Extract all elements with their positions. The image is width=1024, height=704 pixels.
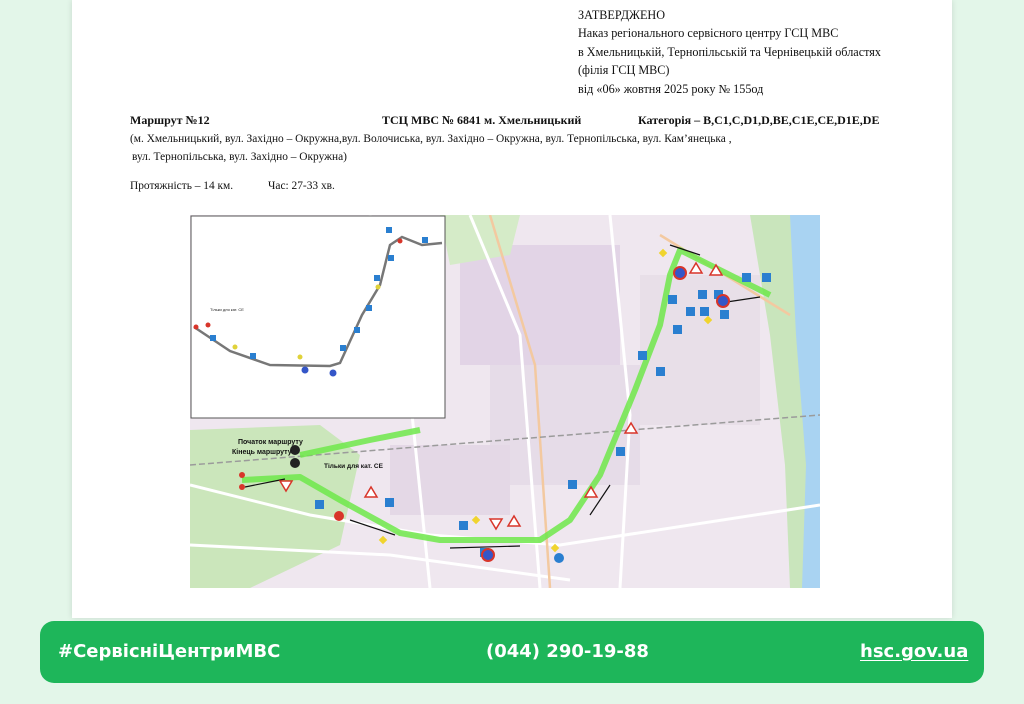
map-graphic — [190, 215, 820, 588]
service-center: ТСЦ МВС № 6841 м. Хмельницький — [382, 113, 582, 127]
footer-phone[interactable]: (044) 290-19-88 — [486, 641, 649, 662]
document-page — [72, 0, 952, 618]
approval-date: від «06» жовтня 2025 року № 155од — [578, 81, 764, 96]
route-number: Маршрут №12 — [130, 113, 210, 127]
route-time: Час: 27-33 хв. — [268, 180, 335, 192]
approval-branch: (філія ГСЦ МВС) — [578, 63, 670, 78]
footer-website-link[interactable]: hsc.gov.ua — [860, 641, 969, 662]
start-label: Початок маршруту — [238, 439, 303, 446]
approval-regions: в Хмельницькій, Тернопільській та Чернівецькій областях — [578, 44, 881, 59]
approval-title: ЗАТВЕРДЖЕНО — [578, 8, 665, 22]
license-category: Категорія – B,C1,C,D1,D,BE,C1E,CE,D1E,DE — [638, 113, 880, 127]
footer-hashtag[interactable]: #СервісніЦентриМВС — [58, 641, 281, 662]
route-streets — [130, 130, 732, 166]
inset-ce-note: Тільки для кат. CE — [210, 307, 244, 312]
end-label: Кінець маршруту — [232, 449, 292, 456]
ce-only-label: Тільки для кат. CE — [324, 463, 383, 470]
approval-block — [578, 6, 938, 98]
streets-line-1: (м. Хмельницький, вул. Західно – Окружна,вул. Волочиська, вул. Західно – Окружна, вул. Тернопільська, вул. Кам’янецька , — [130, 133, 732, 145]
route-map — [190, 215, 820, 588]
route-length: Протяжність – 14 км. — [130, 180, 234, 192]
footer-bar — [40, 621, 984, 683]
approval-order: Наказ регіонального сервісного центру ГСЦ МВС — [578, 26, 839, 41]
streets-line-2: вул. Тернопільська, вул. Західно – Окружна) — [132, 151, 347, 163]
